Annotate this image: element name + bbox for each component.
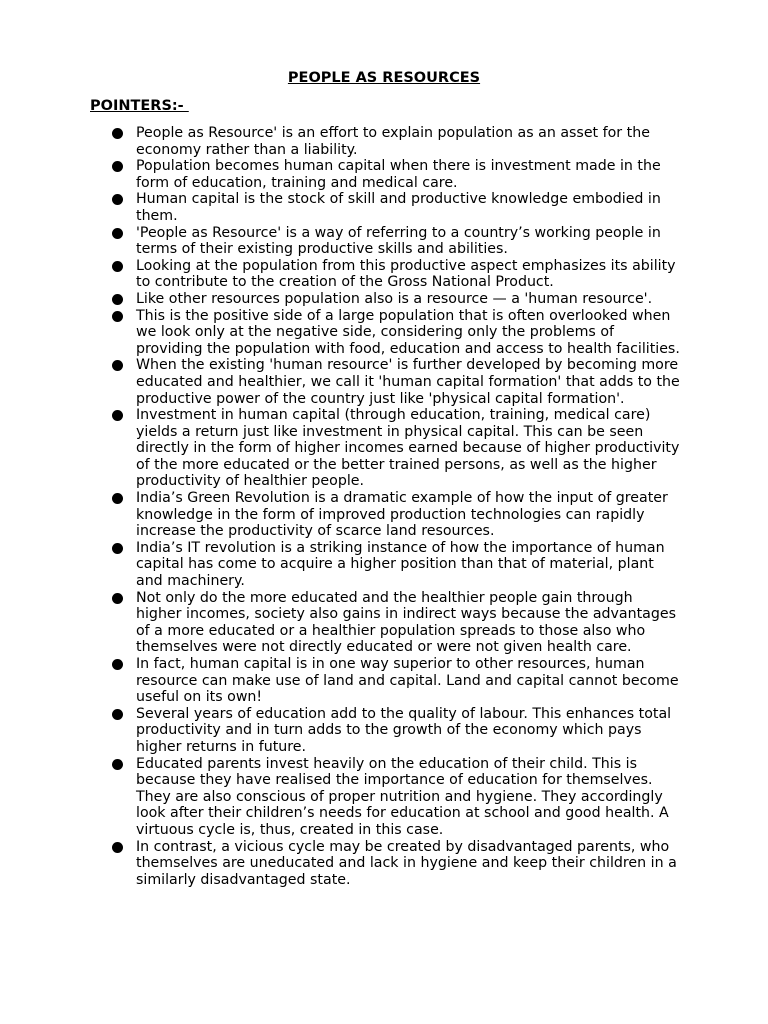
list-item-text: In fact, human capital is in one way superior to other resources, human resource can make use of land and capital. Land and capital cannot become useful on its own! <box>136 656 679 706</box>
pointers-list <box>112 125 682 888</box>
list-item-text: Like other resources population also is a resource — a 'human resource'. <box>136 290 653 307</box>
list-item <box>112 540 682 590</box>
bullet-icon <box>112 493 123 504</box>
list-item <box>112 258 682 291</box>
list-item-text: Educated parents invest heavily on the education of their child. This is because they have realised the importance of education for themselves. They are also conscious of proper nutrition and hygiene. They accordingly look after their children’s needs for education at school and good health. A virtuous cycle is, thus, created in this case. <box>136 755 669 838</box>
list-item <box>112 407 682 490</box>
bullet-icon <box>112 593 123 604</box>
bullet-icon <box>112 194 123 205</box>
list-item-text: This is the positive side of a large population that is often overlooked when we look only at the negative side, considering only the problems of providing the population with food, education and access to health facilities. <box>136 307 680 357</box>
bullet-icon <box>112 161 123 172</box>
list-item-text: Not only do the more educated and the healthier people gain through higher incomes, society also gains in indirect ways because the advantages of a more educated or a healthier population spreads to those also who themselves were not directly educated or were not given health care. <box>136 589 676 656</box>
document-title: PEOPLE AS RESOURCES <box>287 70 481 86</box>
list-item <box>112 308 682 358</box>
bullet-icon <box>112 294 123 305</box>
list-item <box>112 656 682 706</box>
list-item <box>112 191 682 224</box>
bullet-icon <box>112 311 123 322</box>
bullet-icon <box>112 128 123 139</box>
list-item-text: People as Resource' is an effort to explain population as an asset for the economy rather than a liability. <box>136 125 650 158</box>
list-item <box>112 490 682 540</box>
list-item <box>112 590 682 656</box>
bullet-icon <box>112 228 123 239</box>
list-item <box>112 158 682 191</box>
bullet-icon <box>112 543 123 554</box>
list-item <box>112 839 682 889</box>
list-item-text: Looking at the population from this productive aspect emphasizes its ability to contribute to the creation of the Gross National Product. <box>136 257 676 291</box>
list-item <box>112 706 682 756</box>
list-item-text: In contrast, a vicious cycle may be created by disadvantaged parents, who themselves are uneducated and lack in hygiene and keep their children in a similarly disadvantaged state. <box>136 838 677 888</box>
bullet-icon <box>112 759 123 770</box>
bullet-icon <box>112 709 123 720</box>
list-item-text: India’s Green Revolution is a dramatic example of how the input of greater knowledge in the form of improved production technologies can rapidly increase the productivity of scarce land resources. <box>136 490 668 540</box>
list-item-text: Human capital is the stock of skill and productive knowledge embodied in them. <box>136 191 661 224</box>
bullet-icon <box>112 261 123 272</box>
list-item <box>112 357 682 407</box>
list-item-text: Population becomes human capital when there is investment made in the form of education, training and medical care. <box>136 158 661 191</box>
list-item-text: India’s IT revolution is a striking instance of how the importance of human capital has come to acquire a higher position than that of material, plant and machinery. <box>136 539 665 590</box>
list-item-text: When the existing 'human resource' is further developed by becoming more educated and healthier, we call it 'human capital formation' that adds to the productive power of the country just like 'physical capital formation'. <box>136 357 680 407</box>
bullet-icon <box>112 410 123 421</box>
list-item-text: Several years of education add to the quality of labour. This enhances total productivity and in turn adds to the growth of the economy which pays higher returns in future. <box>136 705 672 755</box>
list-item-text: 'People as Resource' is a way of referring to a country’s working people in terms of their existing productive skills and abilities. <box>136 224 661 258</box>
bullet-icon <box>112 842 123 853</box>
bullet-icon <box>112 360 123 371</box>
list-item <box>112 225 682 258</box>
list-item <box>112 756 682 839</box>
list-item <box>112 125 682 158</box>
list-item <box>112 291 682 308</box>
bullet-icon <box>112 659 123 670</box>
pointers-heading: POINTERS:- <box>90 98 189 114</box>
list-item-text: Investment in human capital (through education, training, medical care) yields a return just like investment in physical capital. This can be seen directly in the form of higher incomes earned because of higher productivity of the more educated or the better trained persons, as well as the higher productivity of healthier people. <box>136 407 680 490</box>
